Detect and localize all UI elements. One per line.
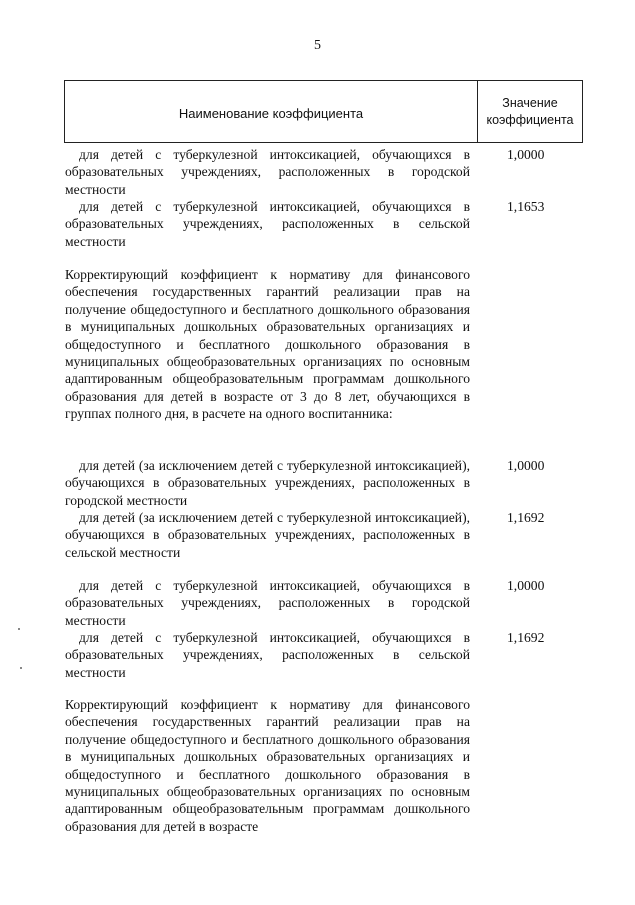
table-header bbox=[64, 80, 583, 143]
coefficient-row-text: для детей с туберкулезной интоксикацией, обучающихся в образовательных учреждениях, расположенных в сельской местности bbox=[65, 199, 470, 249]
coefficient-row-value: 1,1692 bbox=[507, 630, 545, 645]
coefficient-row-value: 1,0000 bbox=[507, 458, 545, 473]
coefficient-row-value: 1,0000 bbox=[507, 147, 545, 162]
coefficient-description: Корректирующий коэффициент к нормативу для финансового обеспечения государственных гарантий реализации прав на получение общедоступного и бесплатного дошкольного образования в муниципальных дошкольных образовательных организациях и общедоступного и бесплатного дошкольного образования в муниципальных общеобразовательных организациях по основным адаптированным общеобразовательным программам дошкольного образования для детей в возрасте bbox=[65, 697, 470, 834]
header-value-column bbox=[478, 81, 582, 142]
coefficient-description: Корректирующий коэффициент к нормативу для финансового обеспечения государственных гарантий реализации прав на получение общедоступного и бесплатного дошкольного образования в муниципальных дошкольных образовательных организациях и общедоступного и бесплатного дошкольного образования в муниципальных общеобразовательных организациях по основным адаптированным общеобразовательным программам дошкольного образования для детей в возрасте от 3 до 8 лет, обучающихся в группах полного дня, в расчете на одного воспитанника: bbox=[65, 267, 470, 422]
coefficient-row-text: для детей с туберкулезной интоксикацией, обучающихся в образовательных учреждениях, расположенных в городской местности bbox=[65, 578, 470, 628]
coefficient-row-value: 1,0000 bbox=[507, 578, 545, 593]
header-name-column: Наименование коэффициента bbox=[65, 81, 478, 142]
header-value-line2: коэффициента bbox=[486, 112, 574, 127]
coefficient-row-text: для детей (за исключением детей с туберкулезной интоксикацией), обучающихся в образовательных учреждениях, расположенных в городской местности bbox=[65, 458, 470, 508]
header-value-line1: Значение bbox=[502, 95, 558, 110]
scan-speck bbox=[20, 667, 22, 669]
coefficient-row-value: 1,1653 bbox=[507, 199, 545, 214]
coefficient-row-text: для детей с туберкулезной интоксикацией, обучающихся в образовательных учреждениях, расположенных в сельской местности bbox=[65, 630, 470, 680]
coefficient-row-text: для детей с туберкулезной интоксикацией, обучающихся в образовательных учреждениях, расположенных в городской местности bbox=[65, 147, 470, 197]
coefficient-row-value: 1,1692 bbox=[507, 510, 545, 525]
coefficient-row-text: для детей (за исключением детей с туберкулезной интоксикацией), обучающихся в образовательных учреждениях, расположенных в сельской местности bbox=[65, 510, 470, 560]
page-number: 5 bbox=[314, 38, 321, 53]
scan-speck bbox=[18, 628, 20, 630]
